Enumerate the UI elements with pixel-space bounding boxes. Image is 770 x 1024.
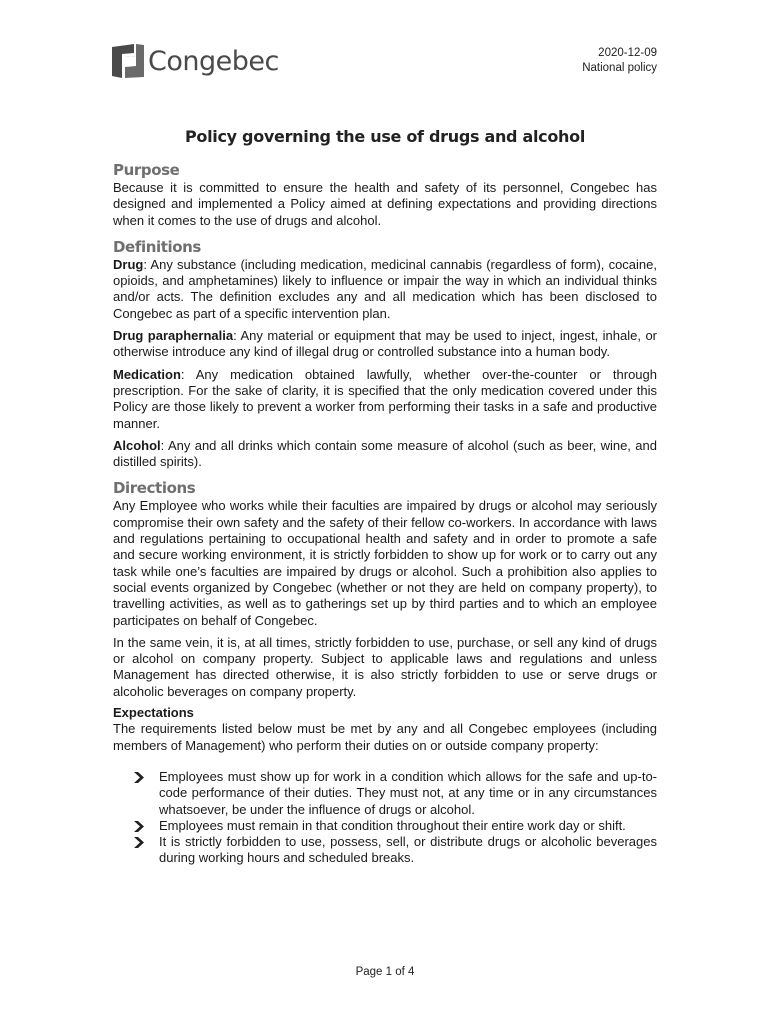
definition-term: Drug [113,256,144,272]
list-item [113,818,657,834]
directions-paragraph-2: In the same vein, it is, at all times, strictly forbidden to use, purchase, or sell any kind of drugs or alcohol on company property. Subject to applicable laws and regulations and unless Management has directed otherwise, it is also strictly forbidden to use or serve drugs or alcoholic beverages on company property. [113,634,657,699]
logo-text: Congebec [148,45,279,77]
definition-term: Drug paraphernalia [113,328,234,344]
definition-text: : Any material or equipment that may be used to inject, ingest, inhale, or otherwise introduce any kind of illegal drug or controlled substance into a human body. [113,328,657,360]
definition-text: : Any substance (including medication, medicinal cannabis (regardless of form), cocaine, opioids, and amphetamines) likely to influence or impair the way in which an individual thinks and/or acts. The definition excludes any and all medication which has been disclosed to Congebec as part of a specific intervention plan. [113,256,657,321]
definition-term: Alcohol [113,437,161,453]
chevron-right-icon [134,772,144,783]
page-number: Page 1 of 4 [355,966,415,978]
congebec-logo [112,44,279,78]
definition-drug-paraphernalia [113,328,657,361]
list-item [113,834,657,867]
list-item [113,769,657,818]
definition-medication [113,367,657,432]
document-body [113,160,657,867]
list-item-text: Employees must show up for work in a condition which allows for the safe and up-to-code performance of their duties. They must not, at any time or in any circumstances whatsoever, be under the influence of drugs or alcohol. [159,768,657,817]
definitions-heading: Definitions [113,237,201,256]
purpose-text: Because it is committed to ensure the health and safety of its personnel, Congebec has designed and implemented a Policy aimed at defining expectations and providing directions when it comes to the use of drugs and alcohol. [113,180,657,228]
directions-paragraph-1: Any Employee who works while their faculties are impaired by drugs or alcohol may seriously compromise their own safety and the safety of their fellow co-workers. In accordance with laws and regulations pertaining to occupational health and safety and in order to promote a safe and secure working environment, it is strictly forbidden to show up for work or to carry out any task while one’s faculties are impaired by drugs or alcohol. Such a prohibition also applies to social events organized by Congebec (whether or not they are held on company property), to travelling activities, as well as to gatherings set up by third parties and to which an employee participates on behalf of Congebec. [113,498,657,628]
policy-scope: National policy [582,62,657,74]
expectations-intro: The requirements listed below must be met by any and all Congebec employees (including members of Management) who perform their duties on or outside company property: [113,721,657,753]
expectations-list [113,769,657,867]
document-date: 2020-12-09 [598,47,657,59]
purpose-heading: Purpose [113,161,180,179]
document-meta [582,46,657,76]
definition-text: : Any medication obtained lawfully, whether over-the-counter or through prescription. For the sake of clarity, it is specified that the only medication covered under this Policy are those likely to prevent a worker from performing their tasks in a safe and productive manner. [113,366,657,431]
list-item-text: It is strictly forbidden to use, possess, sell, or distribute drugs or alcoholic beverages during working hours and scheduled breaks. [159,834,657,866]
definition-term: Medication [113,366,181,382]
document-title: Policy governing the use of drugs and alcohol [184,127,586,146]
definition-drug [113,257,657,322]
list-item-text: Employees must remain in that condition throughout their entire work day or shift. [159,817,626,833]
chevron-right-icon [134,821,144,832]
expectations-heading: Expectations [113,705,194,721]
chevron-right-icon [134,837,144,848]
definition-text: : Any and all drinks which contain some measure of alcohol (such as beer, wine, and distilled spirits). [113,437,657,470]
directions-heading: Directions [113,479,196,498]
definition-alcohol [113,438,657,471]
congebec-logo-icon [112,44,144,78]
